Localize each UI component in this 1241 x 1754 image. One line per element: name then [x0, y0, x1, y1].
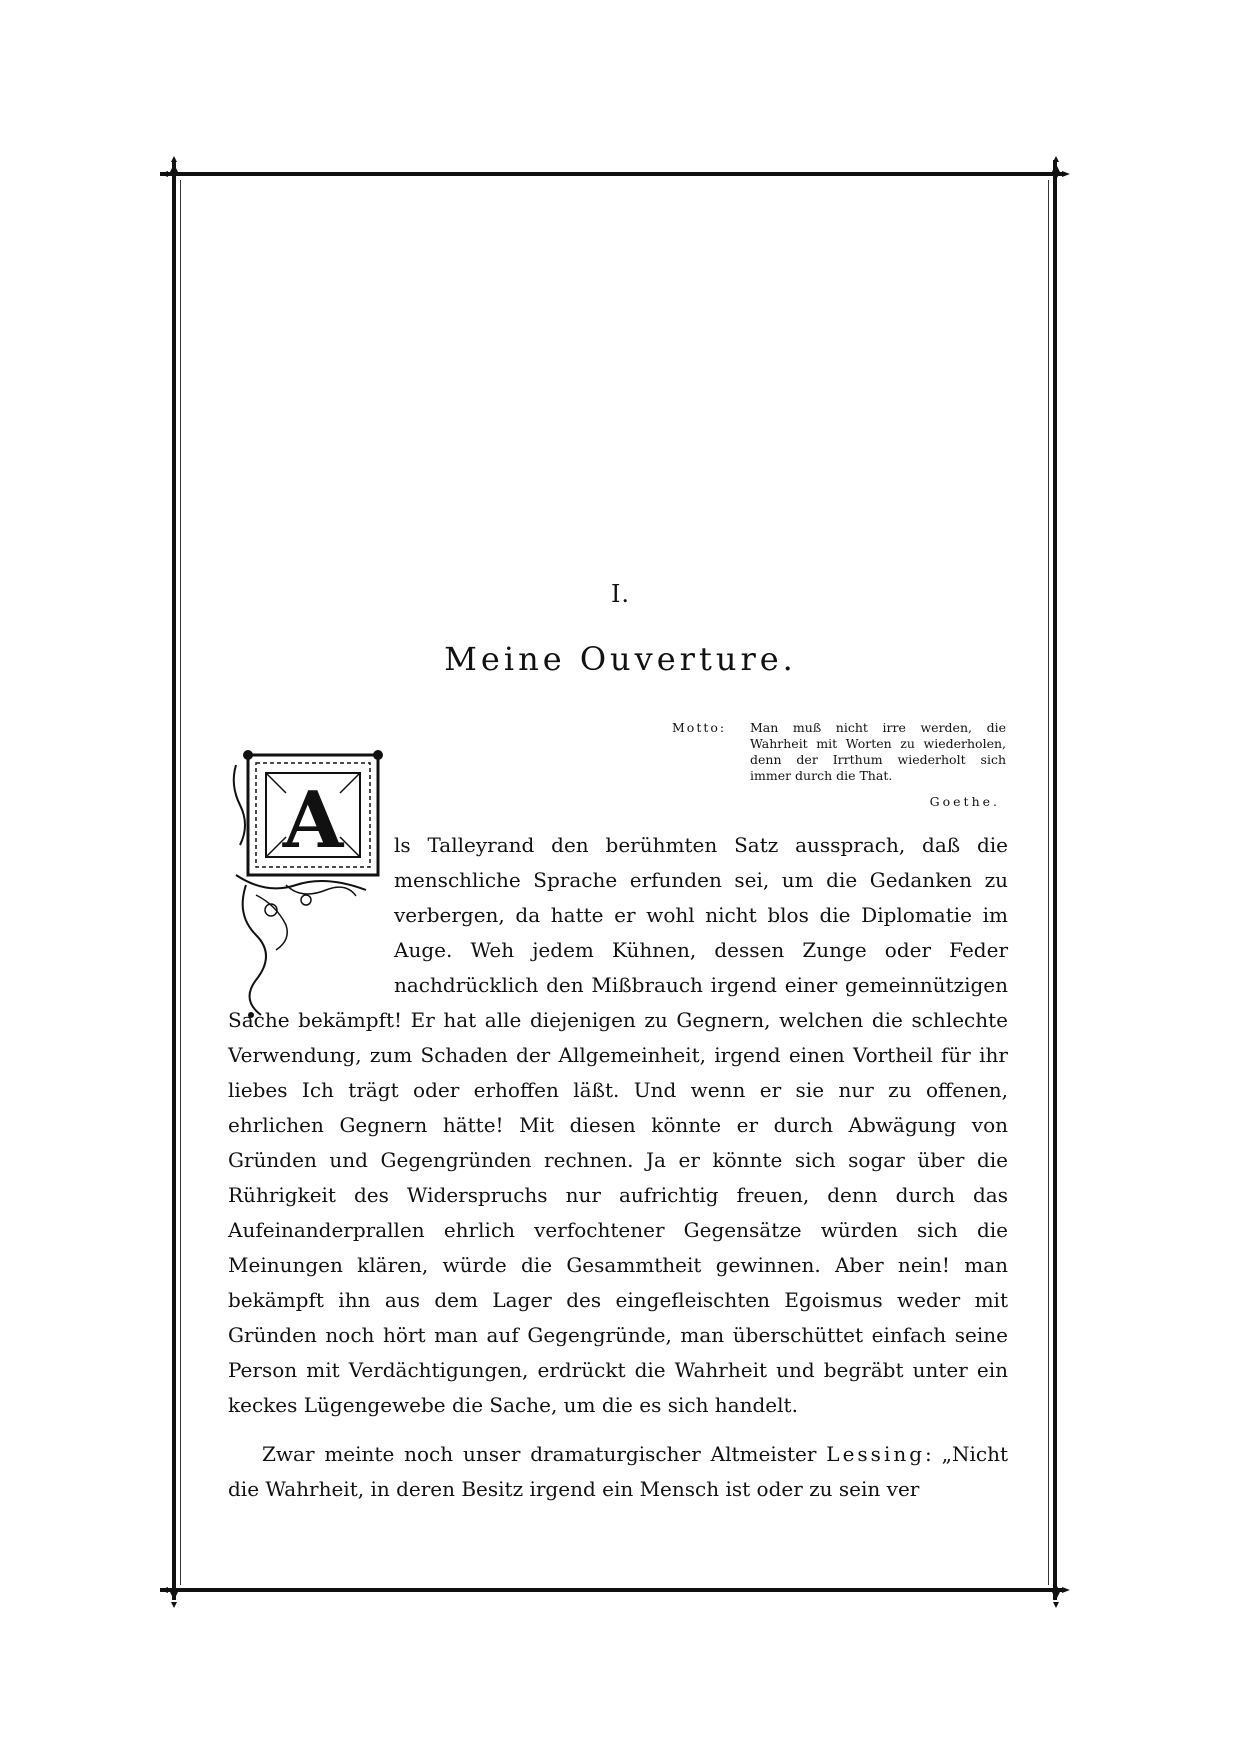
initial-letter: A [282, 775, 344, 866]
initial-spacer [228, 798, 388, 998]
frame-right-rule [1053, 160, 1057, 1600]
corner-ornament-bottom-right-icon [1036, 1570, 1076, 1610]
paragraph-1-text: ls Talleyrand den berühmten Satz aussprach, daß die menschliche Sprache erfunden sei, um die Gedanken zu verbergen, da hatte er wohl nicht blos die Diplomatie im Auge. Weh jedem Kühnen, dessen Zunge oder Feder nachdrücklich den Mißbrauch irgend einer gemeinnützigen Sache bekämpft! Er hat alle diejenigen zu Gegnern, welchen die schlechte Verwendung, zum Schaden der Allgemeinheit, irgend einen Vortheil für ihr liebes Ich trägt oder erhoffen läßt. Und wenn er sie nur zu offenen, ehrlichen Gegnern hätte! Mit diesen könnte er durch Abwägung von Gründen und Gegengründen rechnen. Ja er könnte sich sogar über die Rührigkeit des Widerspruchs nur aufrichtig freuen, denn durch das Aufeinanderprallen ehrlich verfochtener Gegensätze würden sich die Meinungen klären, würde die Gesammtheit gewinnen. Aber nein! man bekämpft ihn aus dem Lager des eingefleischten Egoismus weder mit Gründen noch hört man auf Gegengründe, man überschüttet einfach seine Person mit Verdächtigungen, erdrückt die Wahrheit und begräbt unter ein keckes Lügengewebe die Sache, um die es sich handelt. [228, 833, 1008, 1417]
corner-ornament-top-left-icon [154, 154, 194, 194]
frame-inner-left-rule [180, 180, 181, 1585]
motto-text: Man muß nicht irre werden, die Wahrheit mit Worten zu wiederholen, denn der Irrthum wiederholt sich immer durch die That. [750, 720, 1006, 783]
motto-author: Goethe. [929, 794, 1000, 809]
paragraph-2-before: Zwar meinte noch unser dramaturgischer Altmeister [262, 1442, 827, 1466]
frame-left-rule [172, 160, 176, 1600]
corner-ornament-top-right-icon [1036, 154, 1076, 194]
frame-top-rule [160, 172, 1065, 176]
chapter-number: I. [610, 580, 631, 608]
frame-bottom-rule [160, 1588, 1065, 1592]
corner-ornament-bottom-left-icon [154, 1570, 194, 1610]
chapter-title: Meine Ouverture. [444, 640, 797, 678]
paragraph-1 [228, 828, 1008, 1423]
motto-label: Motto: [672, 720, 727, 735]
paragraph-2-name: Lessing [826, 1442, 926, 1466]
frame-inner-right-rule [1048, 180, 1049, 1585]
body-text [228, 828, 1008, 1507]
paragraph-2 [228, 1437, 1008, 1507]
paragraph-2-after: : „Nicht die Wahrheit, in deren Besitz irgend ein Mensch ist oder zu sein ver [228, 1442, 1008, 1501]
